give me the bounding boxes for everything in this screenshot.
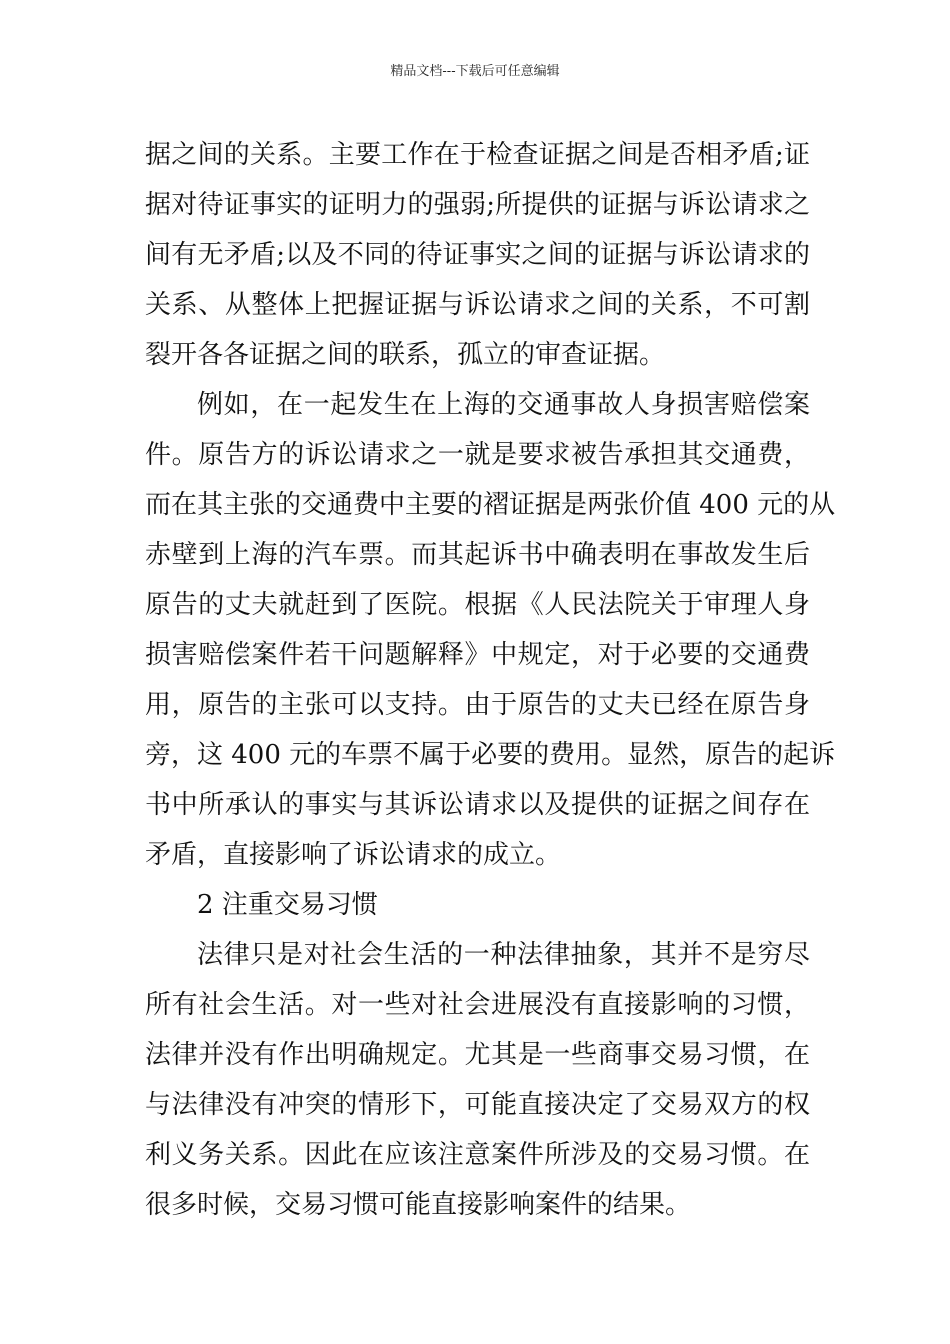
paragraph-line: 关系、从整体上把握证据与诉讼请求之间的关系，不可割: [145, 290, 810, 320]
paragraph-line: 而在其主张的交通费中主要的褶证据是两张价值 400 元的从: [145, 490, 836, 520]
paragraph-line: 件。原告方的诉讼请求之一就是要求被告承担其交通费，: [145, 440, 810, 470]
paragraph-line: 法律只是对社会生活的一种法律抽象，其并不是穷尽: [197, 940, 810, 970]
document-body: [145, 130, 836, 1230]
paragraph-line: 间有无矛盾;以及不同的待证事实之间的证据与诉讼请求的: [145, 240, 810, 270]
paragraph-line: 很多时候，交易习惯可能直接影响案件的结果。: [145, 1190, 692, 1220]
paragraph-line: 法律并没有作出明确规定。尤其是一些商事交易习惯，在: [145, 1040, 810, 1070]
paragraph-line: 用，原告的主张可以支持。由于原告的丈夫已经在原告身: [145, 690, 810, 720]
paragraph-line: 据之间的关系。主要工作在于检查证据之间是否相矛盾;证: [145, 140, 810, 170]
section-heading: 2 注重交易习惯: [197, 890, 378, 920]
paragraph-line: 旁，这 400 元的车票不属于必要的费用。显然，原告的起诉: [145, 740, 836, 770]
paragraph-line: 例如，在一起发生在上海的交通事故人身损害赔偿案: [197, 390, 810, 420]
paragraph-line: 书中所承认的事实与其诉讼请求以及提供的证据之间存在: [145, 790, 810, 820]
paragraph-line: 所有社会生活。对一些对社会进展没有直接影响的习惯，: [145, 990, 810, 1020]
paragraph-line: 利义务关系。因此在应该注意案件所涉及的交易习惯。在: [145, 1140, 810, 1170]
paragraph-line: 矛盾，直接影响了诉讼请求的成立。: [145, 840, 562, 870]
page-header: 精品文档---下载后可任意编辑: [390, 64, 560, 79]
paragraph-line: 据对待证事实的证明力的强弱;所提供的证据与诉讼请求之: [145, 190, 810, 220]
paragraph-line: 裂开各各证据之间的联系，孤立的审查证据。: [145, 340, 666, 370]
paragraph-line: 与法律没有冲突的情形下，可能直接决定了交易双方的权: [145, 1090, 810, 1120]
paragraph-line: 损害赔偿案件若干问题解释》中规定，对于必要的交通费: [145, 640, 810, 670]
paragraph-line: 赤壁到上海的汽车票。而其起诉书中确表明在事故发生后: [145, 540, 810, 570]
paragraph-line: 原告的丈夫就赶到了医院。根据《人民法院关于审理人身: [145, 590, 810, 620]
